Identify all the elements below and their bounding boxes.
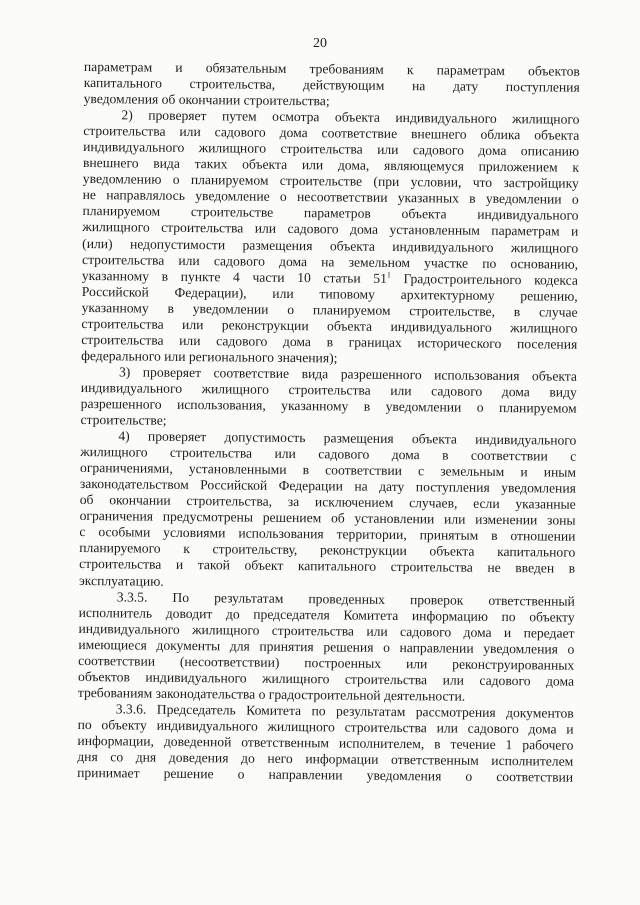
- text-line-content: не направлялось уведомление о несоответствии указанных в уведомлении о: [82, 187, 579, 208]
- text-line-content: ограничения предусмотрены решением об установлении или изменении зоны: [79, 508, 576, 529]
- text-line-content: строительства или садового дома на земельном участке по основанию,: [82, 251, 579, 272]
- text-line-content: законодательством Российской Федерации на дату поступления уведомления: [79, 476, 576, 496]
- text-line-content: жилищного строительства или садового дома в соответствии с: [80, 444, 577, 464]
- text-line-content: внешнего вида таких объекта или дома, являющемуся приложением к: [82, 155, 580, 176]
- text-line-content: индивидуального жилищного строительства или садового дома описанию: [83, 139, 580, 159]
- text-line-content: информации, доведенной ответственным исполнителем, в течение 1 рабочего: [77, 732, 574, 753]
- text-line-content: 3.3.6. Председатель Комитета по результатам рассмотрения документов: [115, 701, 574, 721]
- text-line-content: строительства или садового дома в границах исторического поселения: [81, 331, 578, 352]
- text-line-content: имеющиеся документы для принятия решения о направлении уведомления о: [78, 636, 575, 657]
- text-line-content: строительства и такой объект капитального строительства не введен в: [79, 556, 576, 577]
- text-line-content: индивидуального жилищного строительства или садового дома виду: [80, 379, 577, 400]
- text-line-content: указанному в уведомлении о планируемом строительстве, в случае: [81, 299, 578, 320]
- text-line-content: строительстве;: [80, 412, 167, 428]
- body-text: [77, 59, 580, 786]
- text-line-content: разрешенного использования, указанному в уведомлении о планируемом: [80, 395, 577, 416]
- text-line-content: планируемом строительстве параметров объекта индивидуального: [82, 203, 579, 224]
- text-line-content: федерального или регионального значения);: [81, 347, 338, 366]
- text-line-content: принимает решение о направлении уведомления о соответствии: [77, 765, 574, 785]
- text-line-content: исполнитель доводит до председателя Комитета информацию по объекту: [78, 604, 575, 625]
- text-line-content: с особыми условиями использования территории, принятым в отношении: [79, 524, 576, 545]
- text-line-content: капитального строительства, действующим на дату поступления: [83, 75, 580, 95]
- text-line-content: ограничениями, установленными в соответствии с земельным и иным: [80, 460, 577, 480]
- text-line: [77, 765, 573, 786]
- text-line-content: уведомлению о планируемом строительстве (при условии, что застройщику: [82, 171, 579, 192]
- text-line-content: жилищного строительства или садового дома установленным параметрам и: [82, 219, 579, 240]
- text-line-content: по объекту индивидуального жилищного строительства или садового дома и: [77, 716, 574, 737]
- text-line-content: планируемого к строительству, реконструкции объекта капитального: [79, 540, 576, 561]
- text-line-content: строительства или реконструкции объекта индивидуального жилищного: [81, 315, 578, 336]
- text-line-content: (или) недопустимости размещения объекта индивидуального жилищного: [82, 235, 579, 256]
- text-line-content: индивидуального жилищного строительства или садового дома и передает: [78, 620, 575, 641]
- text-line-content: 3.3.5. По результатам проведенных проверок ответственный: [116, 588, 575, 609]
- text-line-continuation: Градостроительного кодекса: [390, 270, 578, 288]
- superscript: 1: [386, 269, 392, 280]
- text-line-content: объектов индивидуального жилищного строительства или садового дома: [78, 668, 575, 689]
- text-line-content: уведомления об окончании строительства;: [83, 91, 330, 109]
- text-line-content: указанному в пункте 4 части 10 статьи 51: [81, 267, 387, 286]
- text-line-content: 4) проверяет допустимость размещения объекта индивидуального: [118, 428, 577, 448]
- text-line-content: соответствии (несоответствии) построенных или реконструированных: [78, 652, 575, 673]
- text-line-content: 2) проверяет путем осмотра объекта индивидуального жилищного: [121, 107, 580, 127]
- text-line-content: дня со дня доведения до него информации ответственным исполнителем: [77, 748, 574, 769]
- text-line-content: строительства или садового дома соответствие внешнего облика объекта: [83, 123, 580, 143]
- text-line-content: параметрам и обязательным требованиям к параметрам объектов: [83, 59, 580, 79]
- text-line-content: 3) проверяет соответствие вида разрешенного использования объекта: [118, 364, 578, 384]
- text-line-content: требованиям законодательства о градостроительной деятельности.: [77, 684, 466, 704]
- text-line-content: Российской Федерации), или типовому архитектурному решению,: [81, 283, 578, 304]
- text-line-content: эксплуатацию.: [78, 572, 164, 589]
- text-line-content: об окончании строительства, за исключением случаев, если указанные: [79, 492, 576, 513]
- page-number: 20: [313, 36, 327, 51]
